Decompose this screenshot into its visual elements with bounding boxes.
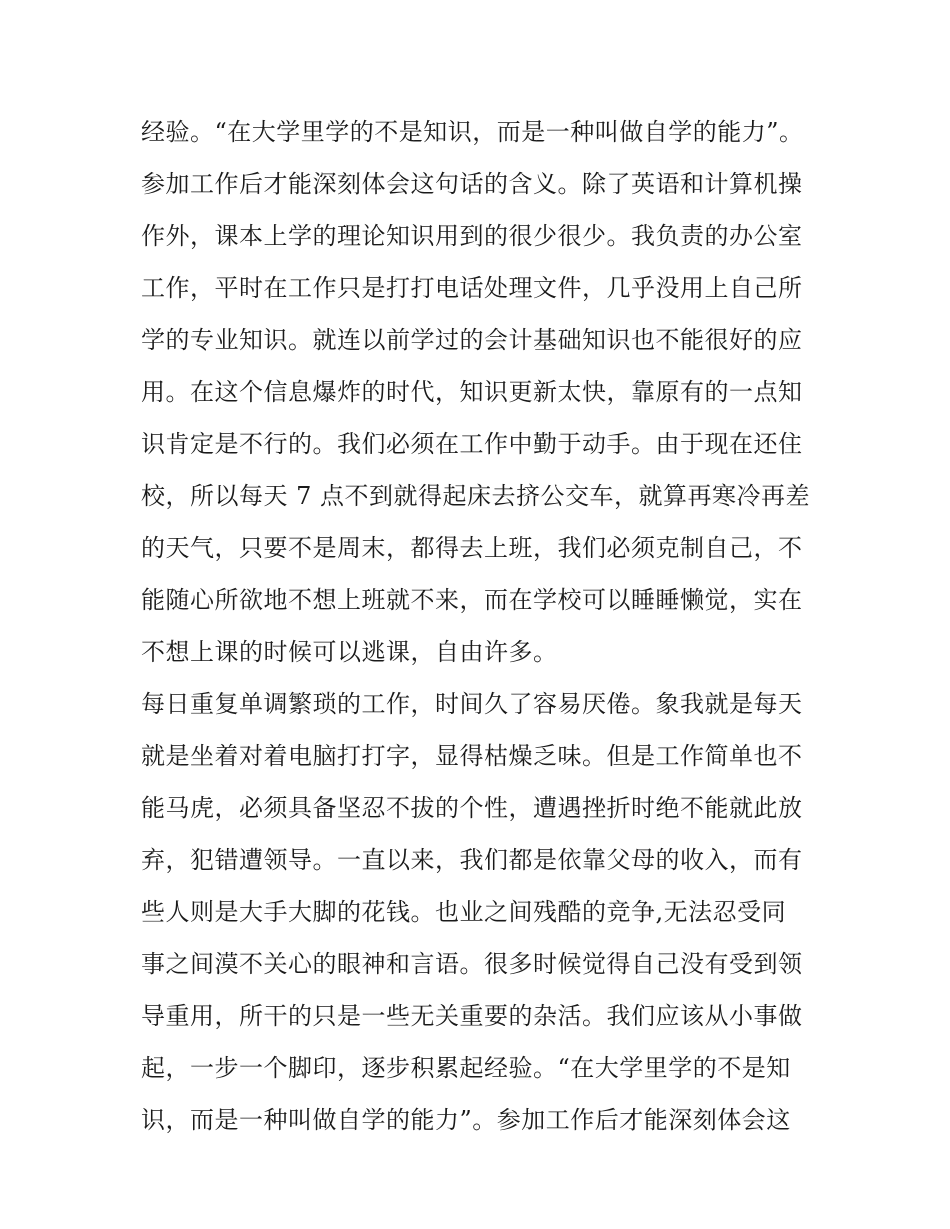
text-line: 不想上课的时候可以逃课，自由许多。: [141, 638, 558, 666]
text-line: 每日重复单调繁琐的工作，时间久了容易厌倦。象我就是每天: [141, 690, 803, 718]
text-line: 弃，犯错遭领导。一直以来，我们都是依靠父母的收入，而有: [141, 846, 803, 874]
body-text: [141, 106, 831, 1146]
text-line: 识肯定是不行的。我们必须在工作中勤于动手。由于现在还住: [141, 430, 803, 458]
text-line: 经验。“在大学里学的不是知识，而是一种叫做自学的能力”。: [141, 118, 804, 146]
text-line: 起，一步一个脚印，逐步积累起经验。“在大学里学的不是知: [141, 1054, 791, 1082]
text-line: 工作，平时在工作只是打打电话处理文件，几乎没用上自己所: [141, 274, 803, 302]
text-line: 识，而是一种叫做自学的能力”。参加工作后才能深刻体会这: [141, 1106, 791, 1134]
text-line: 学的专业知识。就连以前学过的会计基础知识也不能很好的应: [141, 326, 803, 354]
text-line: 事之间漠不关心的眼神和言语。很多时候觉得自己没有受到领: [141, 950, 803, 978]
text-line: 参加工作后才能深刻体会这句话的含义。除了英语和计算机操: [141, 170, 803, 198]
text-line: 些人则是大手大脚的花钱。也业之间残酷的竞争,无法忍受同: [141, 898, 787, 926]
text-line: 能马虎，必须具备坚忍不拔的个性，遭遇挫折时绝不能就此放: [141, 794, 803, 822]
text-line: 就是坐着对着电脑打打字，显得枯燥乏味。但是工作简单也不: [141, 742, 803, 770]
text-line: 导重用，所干的只是一些无关重要的杂活。我们应该从小事做: [141, 1002, 803, 1030]
text-line: 校，所以每天 7 点不到就得起床去挤公交车，就算再寒冷再差: [141, 482, 811, 510]
text-line: 用。在这个信息爆炸的时代，知识更新太快，靠原有的一点知: [141, 378, 803, 406]
text-line: 能随心所欲地不想上班就不来，而在学校可以睡睡懒觉，实在: [141, 586, 803, 614]
text-line: 作外，课本上学的理论知识用到的很少很少。我负责的办公室: [141, 222, 803, 250]
text-line: 的天气，只要不是周末，都得去上班，我们必须克制自己，不: [141, 534, 803, 562]
